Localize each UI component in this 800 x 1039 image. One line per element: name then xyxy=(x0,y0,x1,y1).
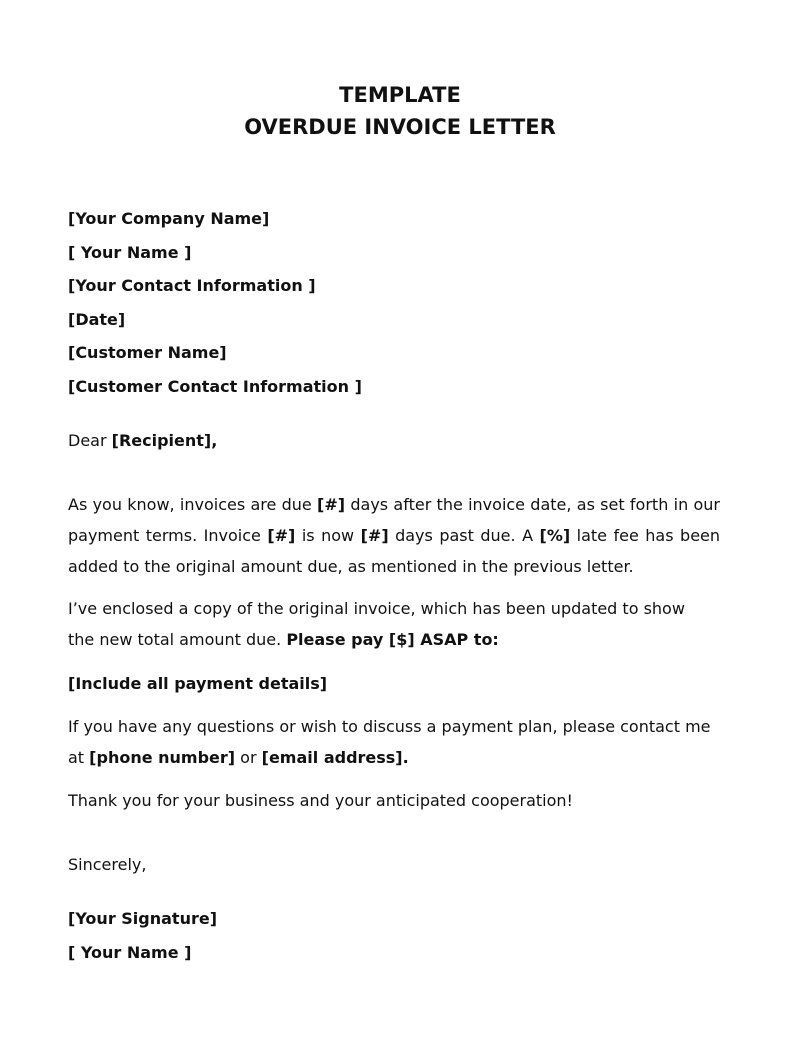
paragraph-1-line-3: added to the original amount due, as mentioned in the previous letter. xyxy=(68,557,634,576)
signature: [Your Signature] xyxy=(68,909,218,928)
thank-you: Thank you for your business and your anticipated cooperation! xyxy=(68,791,573,810)
signature-name: [ Your Name ] xyxy=(68,943,192,962)
paragraph-4-line-2: at [phone number] or [email address]. xyxy=(68,748,409,767)
closing: Sincerely, xyxy=(68,855,147,874)
payment-details: [Include all payment details] xyxy=(68,674,328,693)
paragraph-1-line-2: payment terms. Invoice [#] is now [#] days past due. A [%] late fee has been xyxy=(68,526,721,545)
header-customer-contact: [Customer Contact Information ] xyxy=(68,377,362,396)
header-company: [Your Company Name] xyxy=(68,209,270,228)
header-customer: [Customer Name] xyxy=(68,343,227,362)
paragraph-4-line-1: If you have any questions or wish to discuss a payment plan, please contact me xyxy=(68,717,711,736)
title-template: TEMPLATE xyxy=(339,83,461,107)
header-date: [Date] xyxy=(68,310,126,329)
paragraph-2-line-1: I’ve enclosed a copy of the original invoice, which has been updated to show xyxy=(68,599,685,618)
title-main: OVERDUE INVOICE LETTER xyxy=(244,115,556,139)
greeting: Dear [Recipient], xyxy=(68,431,218,450)
header-contact: [Your Contact Information ] xyxy=(68,276,316,295)
paragraph-2-line-2: the new total amount due. Please pay [$] ASAP to: xyxy=(68,630,499,649)
header-name: [ Your Name ] xyxy=(68,243,192,262)
paragraph-1-line-1: As you know, invoices are due [#] days after the invoice date, as set forth in our xyxy=(68,495,720,514)
